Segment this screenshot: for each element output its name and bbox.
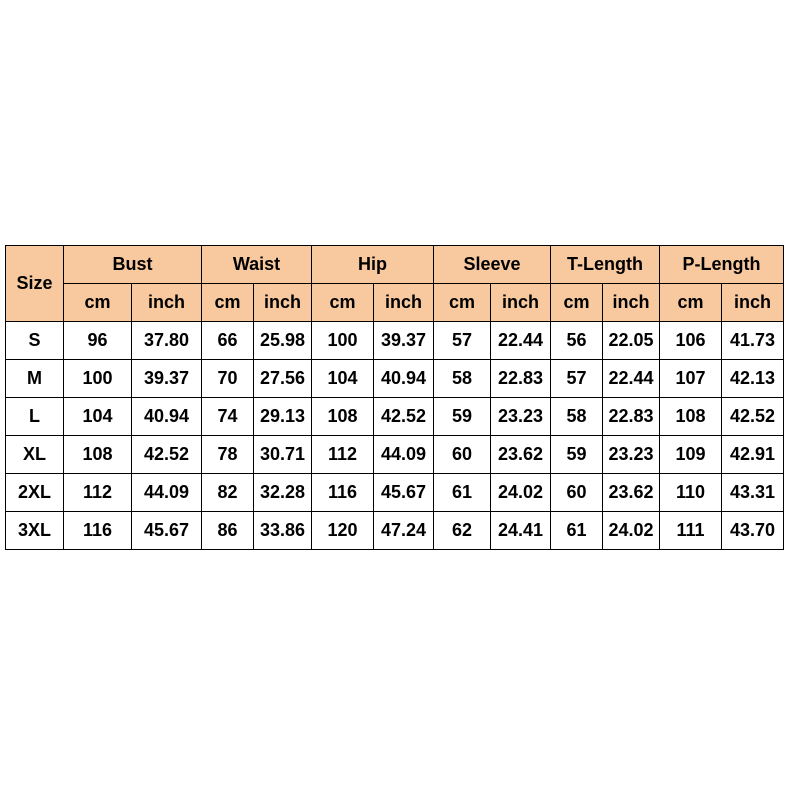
table-cell: 43.31: [722, 474, 784, 512]
table-cell: 86: [202, 512, 254, 550]
table-cell: 40.94: [132, 398, 202, 436]
bust-header: Bust: [64, 246, 202, 284]
table-cell: 116: [64, 512, 132, 550]
table-cell: 44.09: [132, 474, 202, 512]
table-cell: 47.24: [374, 512, 434, 550]
size-cell: L: [6, 398, 64, 436]
table-cell: 108: [312, 398, 374, 436]
unit-inch-header: inch: [374, 284, 434, 322]
unit-inch-header: inch: [722, 284, 784, 322]
table-cell: 40.94: [374, 360, 434, 398]
table-cell: 59: [551, 436, 603, 474]
table-cell: 24.41: [491, 512, 551, 550]
table-cell: 61: [434, 474, 491, 512]
table-cell: 43.70: [722, 512, 784, 550]
table-cell: 33.86: [254, 512, 312, 550]
table-cell: 39.37: [374, 322, 434, 360]
table-row: [6, 436, 784, 474]
table-cell: 120: [312, 512, 374, 550]
table-cell: 23.23: [603, 436, 660, 474]
table-cell: 62: [434, 512, 491, 550]
hip-header: Hip: [312, 246, 434, 284]
table-cell: 82: [202, 474, 254, 512]
table-cell: 60: [434, 436, 491, 474]
table-cell: 56: [551, 322, 603, 360]
table-cell: 42.52: [722, 398, 784, 436]
table-cell: 42.52: [132, 436, 202, 474]
unit-cm-header: cm: [551, 284, 603, 322]
unit-inch-header: inch: [254, 284, 312, 322]
unit-cm-header: cm: [660, 284, 722, 322]
unit-inch-header: inch: [603, 284, 660, 322]
table-cell: 42.91: [722, 436, 784, 474]
table-cell: 24.02: [603, 512, 660, 550]
table-cell: 22.44: [491, 322, 551, 360]
table-cell: 23.62: [491, 436, 551, 474]
table-cell: 107: [660, 360, 722, 398]
unit-cm-header: cm: [64, 284, 132, 322]
unit-header-row: [6, 284, 784, 322]
table-cell: 27.56: [254, 360, 312, 398]
table-cell: 22.05: [603, 322, 660, 360]
size-cell: M: [6, 360, 64, 398]
table-cell: 57: [551, 360, 603, 398]
table-cell: 60: [551, 474, 603, 512]
table-cell: 100: [64, 360, 132, 398]
size-cell: 3XL: [6, 512, 64, 550]
table-cell: 108: [64, 436, 132, 474]
table-cell: 106: [660, 322, 722, 360]
table-cell: 109: [660, 436, 722, 474]
table-cell: 70: [202, 360, 254, 398]
table-cell: 22.83: [491, 360, 551, 398]
table-cell: 66: [202, 322, 254, 360]
t-length-header: T-Length: [551, 246, 660, 284]
table-row: [6, 398, 784, 436]
sleeve-header: Sleeve: [434, 246, 551, 284]
table-cell: 39.37: [132, 360, 202, 398]
table-cell: 25.98: [254, 322, 312, 360]
unit-cm-header: cm: [312, 284, 374, 322]
table-cell: 37.80: [132, 322, 202, 360]
group-header-row: [6, 246, 784, 284]
table-cell: 30.71: [254, 436, 312, 474]
table-cell: 58: [434, 360, 491, 398]
table-cell: 104: [312, 360, 374, 398]
table-row: [6, 360, 784, 398]
table-cell: 45.67: [132, 512, 202, 550]
table-cell: 74: [202, 398, 254, 436]
table-cell: 112: [312, 436, 374, 474]
size-cell: S: [6, 322, 64, 360]
unit-cm-header: cm: [434, 284, 491, 322]
size-header: Size: [6, 246, 64, 322]
table-row: [6, 322, 784, 360]
size-chart-table: [5, 245, 784, 550]
table-cell: 61: [551, 512, 603, 550]
size-chart-body: [6, 322, 784, 550]
table-cell: 104: [64, 398, 132, 436]
table-cell: 22.44: [603, 360, 660, 398]
table-cell: 32.28: [254, 474, 312, 512]
table-cell: 42.13: [722, 360, 784, 398]
table-cell: 22.83: [603, 398, 660, 436]
table-cell: 96: [64, 322, 132, 360]
waist-header: Waist: [202, 246, 312, 284]
table-cell: 100: [312, 322, 374, 360]
table-cell: 45.67: [374, 474, 434, 512]
table-cell: 44.09: [374, 436, 434, 474]
table-cell: 112: [64, 474, 132, 512]
size-cell: XL: [6, 436, 64, 474]
size-cell: 2XL: [6, 474, 64, 512]
table-cell: 78: [202, 436, 254, 474]
unit-cm-header: cm: [202, 284, 254, 322]
table-row: [6, 512, 784, 550]
table-cell: 111: [660, 512, 722, 550]
table-cell: 57: [434, 322, 491, 360]
table-cell: 110: [660, 474, 722, 512]
p-length-header: P-Length: [660, 246, 784, 284]
table-cell: 42.52: [374, 398, 434, 436]
table-cell: 108: [660, 398, 722, 436]
table-cell: 58: [551, 398, 603, 436]
table-row: [6, 474, 784, 512]
table-cell: 24.02: [491, 474, 551, 512]
table-cell: 116: [312, 474, 374, 512]
table-cell: 41.73: [722, 322, 784, 360]
unit-inch-header: inch: [491, 284, 551, 322]
table-cell: 23.62: [603, 474, 660, 512]
table-cell: 59: [434, 398, 491, 436]
unit-inch-header: inch: [132, 284, 202, 322]
table-cell: 23.23: [491, 398, 551, 436]
table-cell: 29.13: [254, 398, 312, 436]
